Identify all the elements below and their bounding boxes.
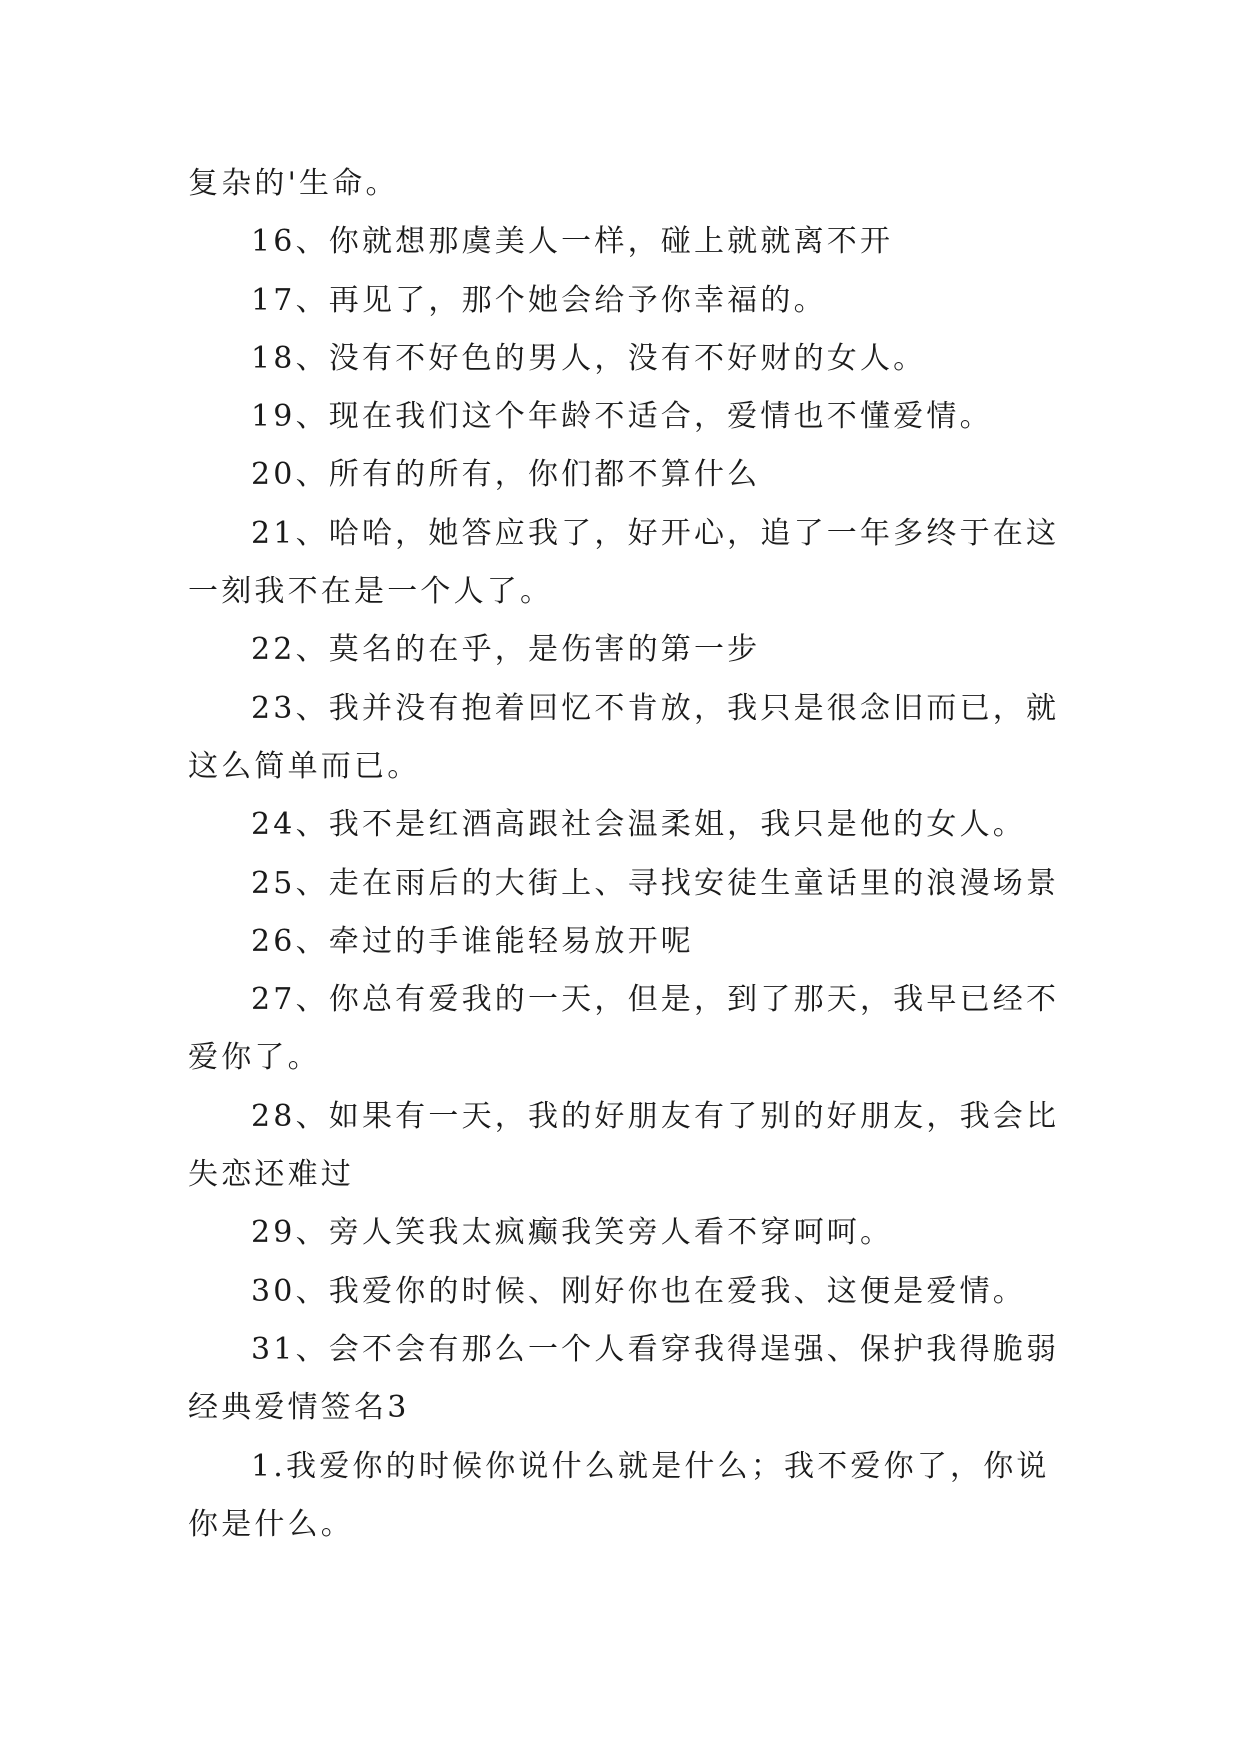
paragraph-line: 20、所有的所有，你们都不算什么 [251,457,761,493]
paragraph-line: 19、现在我们这个年龄不适合，爱情也不懂爱情。 [251,399,993,435]
paragraph-continuation-line: 复杂的'生命。 [188,166,399,201]
paragraph-line: 26、牵过的手谁能轻易放开呢 [251,923,694,959]
paragraph-line: 25、走在雨后的大街上、寻找安徒生童话里的浪漫场景 [251,865,1060,901]
paragraph-line: 28、如果有一天，我的好朋友有了别的好朋友，我会比 [251,1098,1060,1134]
paragraph-line: 18、没有不好色的男人，没有不好财的女人。 [251,340,927,376]
paragraph-line: 16、你就想那虞美人一样，碰上就就离不开 [251,224,894,260]
document-body [188,155,1060,1554]
paragraph-line: 24、我不是红酒高跟社会温柔姐，我只是他的女人。 [251,807,1026,843]
paragraph-line: 23、我并没有抱着回忆不肯放，我只是很念旧而已，就 [251,690,1060,726]
paragraph-line: 21、哈哈，她答应我了，好开心，追了一年多终于在这 [251,515,1060,551]
paragraph-line: 30、我爱你的时候、刚好你也在爱我、这便是爱情。 [251,1273,1026,1309]
paragraph-line: 27、你总有爱我的一天，但是，到了那天，我早已经不 [251,982,1060,1018]
paragraph-line: 31、会不会有那么一个人看穿我得逞强、保护我得脆弱 [251,1331,1060,1367]
paragraph-continuation-line: 经典爱情签名3 [188,1390,410,1426]
paragraph-line: 22、莫名的在乎，是伤害的第一步 [251,632,761,668]
paragraph-line: 17、再见了，那个她会给予你幸福的。 [251,282,827,318]
paragraph-continuation-line: 爱你了。 [188,1040,321,1076]
paragraph-line: 29、旁人笑我太疯癫我笑旁人看不穿呵呵。 [251,1215,894,1251]
paragraph-continuation-line: 失恋还难过 [188,1157,354,1193]
paragraph-continuation-line: 你是什么。 [188,1506,354,1542]
paragraph-line: 1.我爱你的时候你说什么就是什么；我不爱你了，你说 [251,1448,1050,1484]
paragraph-continuation-line: 一刻我不在是一个人了。 [188,574,554,610]
paragraph-continuation-line: 这么简单而已。 [188,748,421,784]
